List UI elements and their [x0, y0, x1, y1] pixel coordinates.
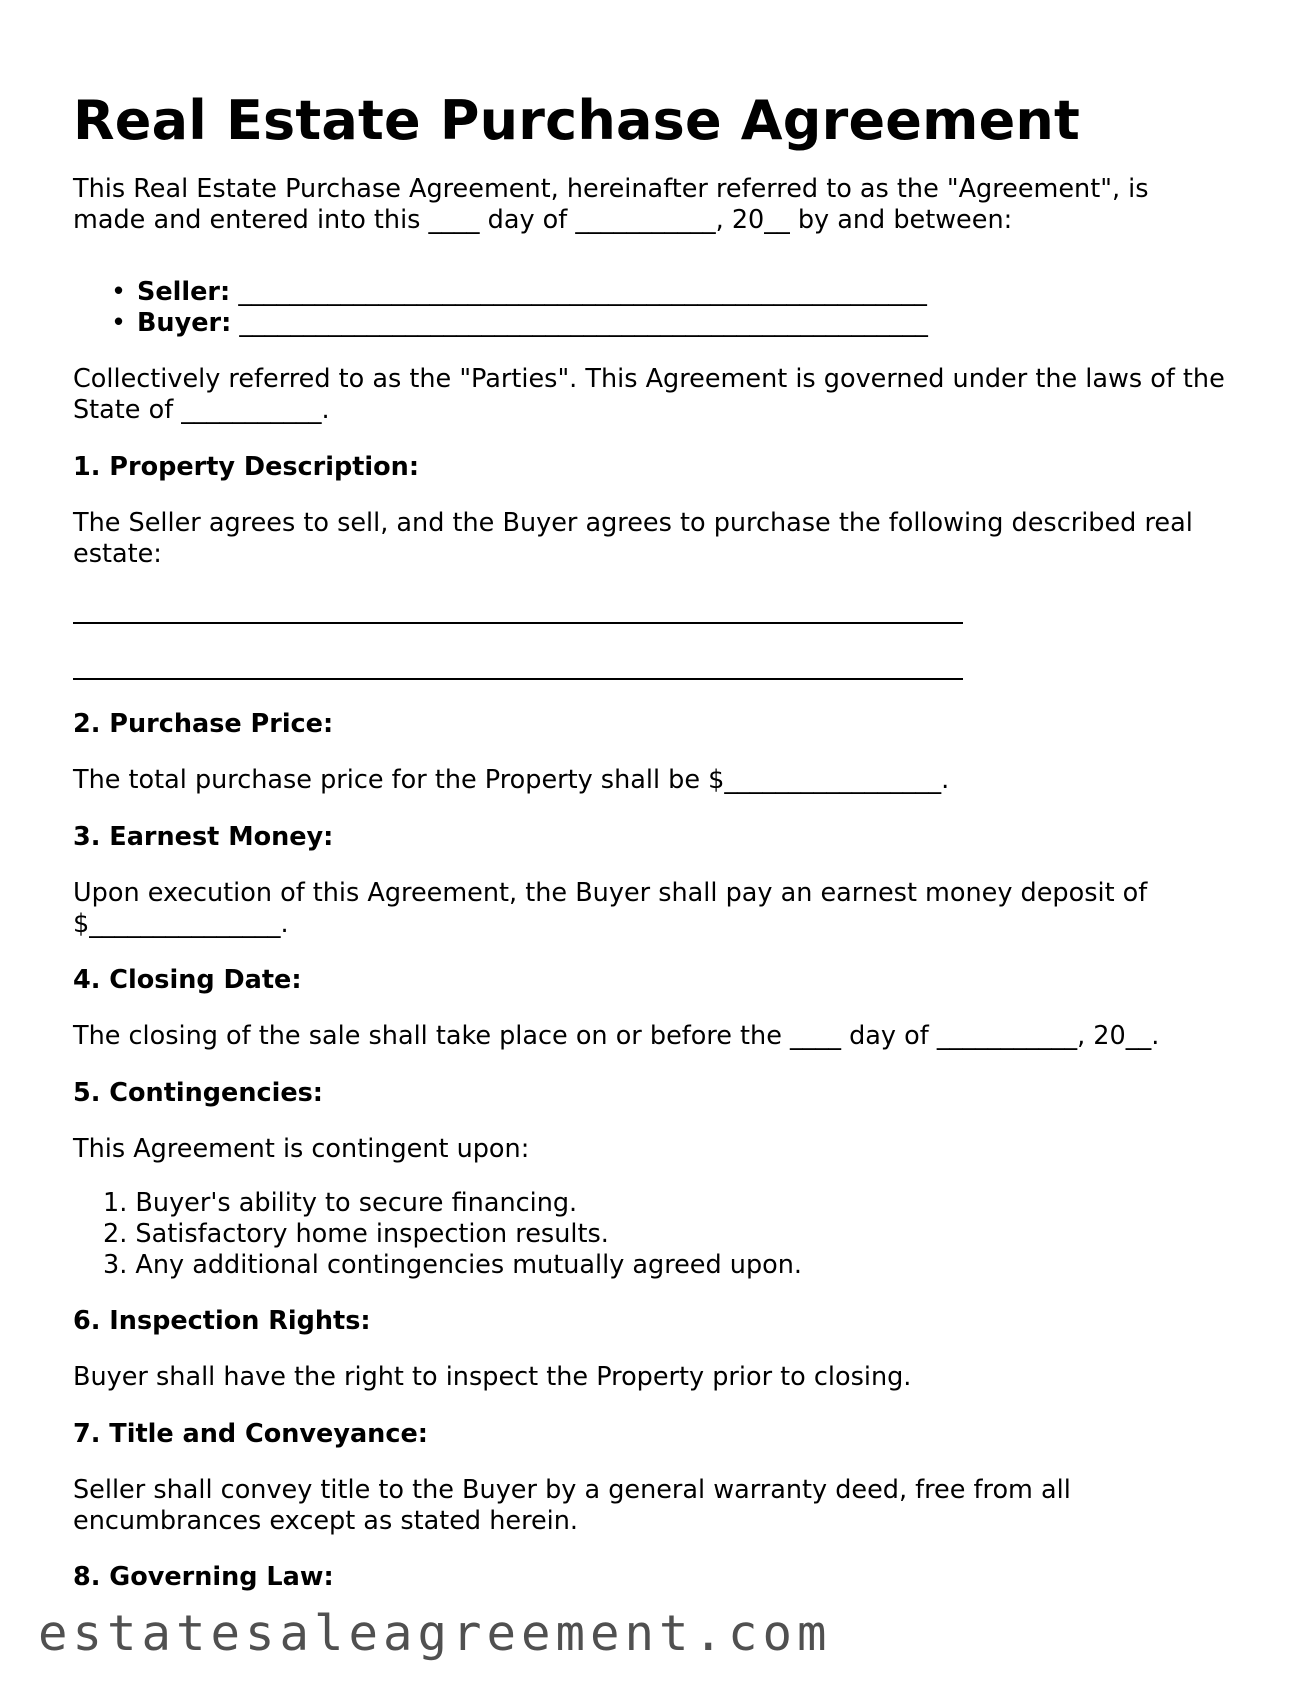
- section-text: $_______________.: [73, 909, 289, 939]
- site-watermark: estatesaleagreement.com: [38, 1605, 832, 1662]
- section-heading: 3. Earnest Money:: [73, 822, 334, 852]
- collective-line-2: State of ___________.: [73, 395, 330, 425]
- list-item: [105, 277, 928, 308]
- buyer-blank: ______________________________________________________: [231, 308, 928, 338]
- list-item: [105, 308, 928, 339]
- section-heading: 6. Inspection Rights:: [73, 1306, 371, 1336]
- document-title: Real Estate Purchase Agreement: [73, 89, 1081, 152]
- contingencies-list: [103, 1188, 802, 1281]
- section-text: The total purchase price for the Property shall be $_________________.: [73, 765, 950, 795]
- section-text: The closing of the sale shall take place on or before the ____ day of ___________, 20__.: [73, 1021, 1160, 1051]
- section-text: estate:: [73, 539, 162, 569]
- section-heading: 2. Purchase Price:: [73, 709, 334, 739]
- property-description-blank-line: [73, 678, 963, 680]
- seller-blank: ______________________________________________________: [230, 277, 927, 307]
- section-heading: 7. Title and Conveyance:: [73, 1419, 428, 1449]
- list-item: 1. Buyer's ability to secure financing.: [103, 1188, 578, 1218]
- intro-line-2: made and entered into this ____ day of ___________, 20__ by and between:: [73, 205, 1013, 235]
- section-heading: 4. Closing Date:: [73, 965, 302, 995]
- section-heading: 5. Contingencies:: [73, 1078, 324, 1108]
- section-heading: 8. Governing Law:: [73, 1562, 334, 1592]
- section-text: Seller shall convey title to the Buyer by a general warranty deed, free from all: [73, 1475, 1071, 1505]
- property-description-blank-line: [73, 622, 963, 624]
- section-text: Upon execution of this Agreement, the Buyer shall pay an earnest money deposit of: [73, 878, 1148, 908]
- buyer-label: Buyer:: [137, 308, 232, 338]
- section-text: encumbrances except as stated herein.: [73, 1506, 579, 1536]
- section-text: The Seller agrees to sell, and the Buyer agrees to purchase the following described real: [73, 508, 1193, 538]
- list-item: 2. Satisfactory home inspection results.: [103, 1219, 609, 1249]
- intro-line-1: This Real Estate Purchase Agreement, hereinafter referred to as the "Agreement", is: [73, 174, 1149, 204]
- parties-list: [105, 277, 928, 339]
- section-text: This Agreement is contingent upon:: [73, 1134, 530, 1164]
- section-text: Buyer shall have the right to inspect the Property prior to closing.: [73, 1362, 912, 1392]
- section-heading: 1. Property Description:: [73, 452, 420, 482]
- collective-line-1: Collectively referred to as the "Parties". This Agreement is governed under the laws of the: [73, 364, 1225, 394]
- seller-label: Seller:: [137, 277, 231, 307]
- list-item: 3. Any additional contingencies mutually agreed upon.: [103, 1250, 803, 1280]
